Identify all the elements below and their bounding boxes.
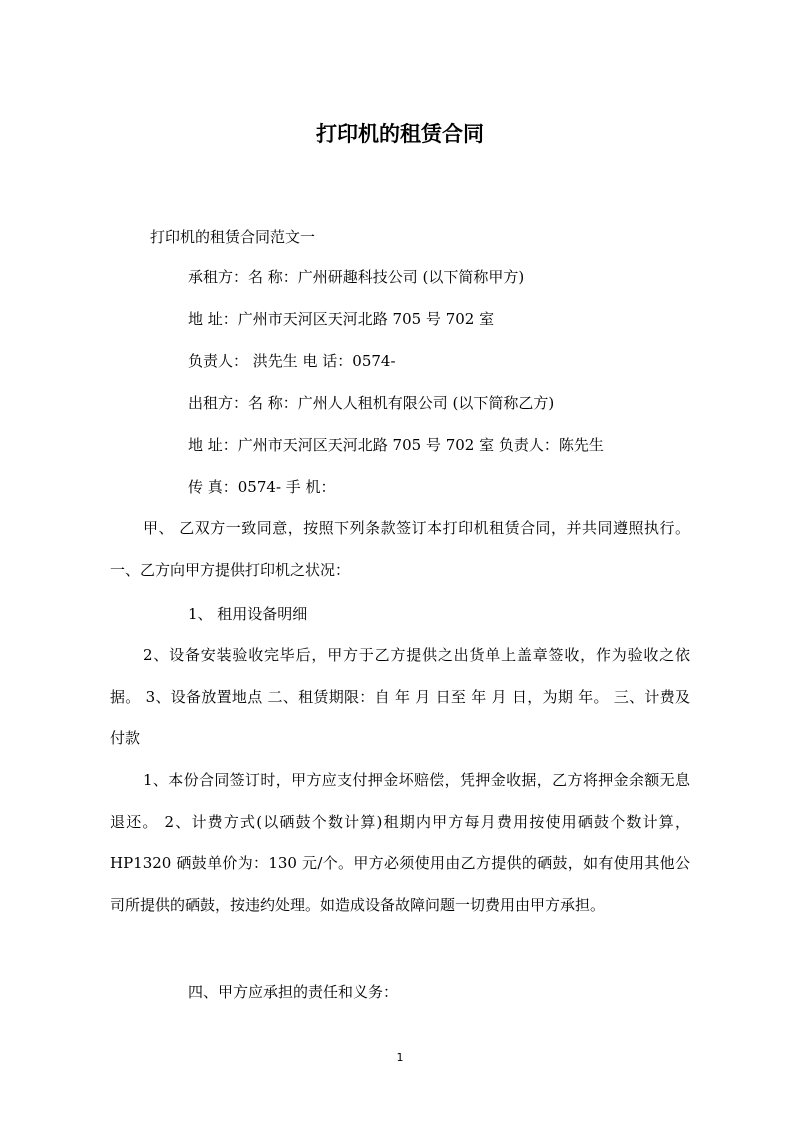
section-4-heading: 四、甲方应承担的责任和义务： (188, 983, 399, 1001)
page-number: 1 (396, 1051, 404, 1064)
lessor-fax-line: 传 真：0574- 手 机： (188, 478, 336, 496)
lessee-address-line: 地 址：广州市天河区天河北路 705 号 702 室 (188, 310, 495, 328)
fees-paragraph: 1、本份合同签订时，甲方应支付押金坏赔偿，凭押金收据，乙方将押金余额无息退还。 2、计费方式(以硒鼓个数计算)租期内甲方每月费用按使用硒鼓个数计算，HP1320 硒鼓单价为：130 元/个。甲方必须使用由乙方提供的硒鼓，如有使用其他公司所提供的硒鼓，按违约处理。如造成设备故障问题一切费用由甲方承担。 (110, 771, 690, 915)
lessee-name-line: 承租方：名 称：广州研趣科技公司 (以下简称甲方) (188, 268, 525, 286)
document-title: 打印机的租赁合同 (316, 122, 484, 146)
lessor-name-line: 出租方：名 称：广州人人租机有限公司 (以下简称乙方) (188, 394, 555, 412)
document-subtitle: 打印机的租赁合同范文一 (150, 228, 316, 246)
acceptance-paragraph: 2、设备安装验收完毕后，甲方于乙方提供之出货单上盖章签收，作为验收之依据。 3、设备放置地点 二、租赁期限：自 年 月 日至 年 月 日，为期 年。 三、计费及付款 (110, 646, 690, 748)
item-equipment-list: 1、 租用设备明细 (188, 605, 308, 623)
agreement-paragraph: 甲、 乙双方一致同意，按照下列条款签订本打印机租赁合同，并共同遵照执行。 一、乙方向甲方提供打印机之状况： (110, 519, 690, 579)
lessee-contact-line: 负责人： 洪先生 电 话：0574- (188, 352, 396, 370)
lessor-address-line: 地 址：广州市天河区天河北路 705 号 702 室 负责人：陈先生 (188, 436, 604, 454)
